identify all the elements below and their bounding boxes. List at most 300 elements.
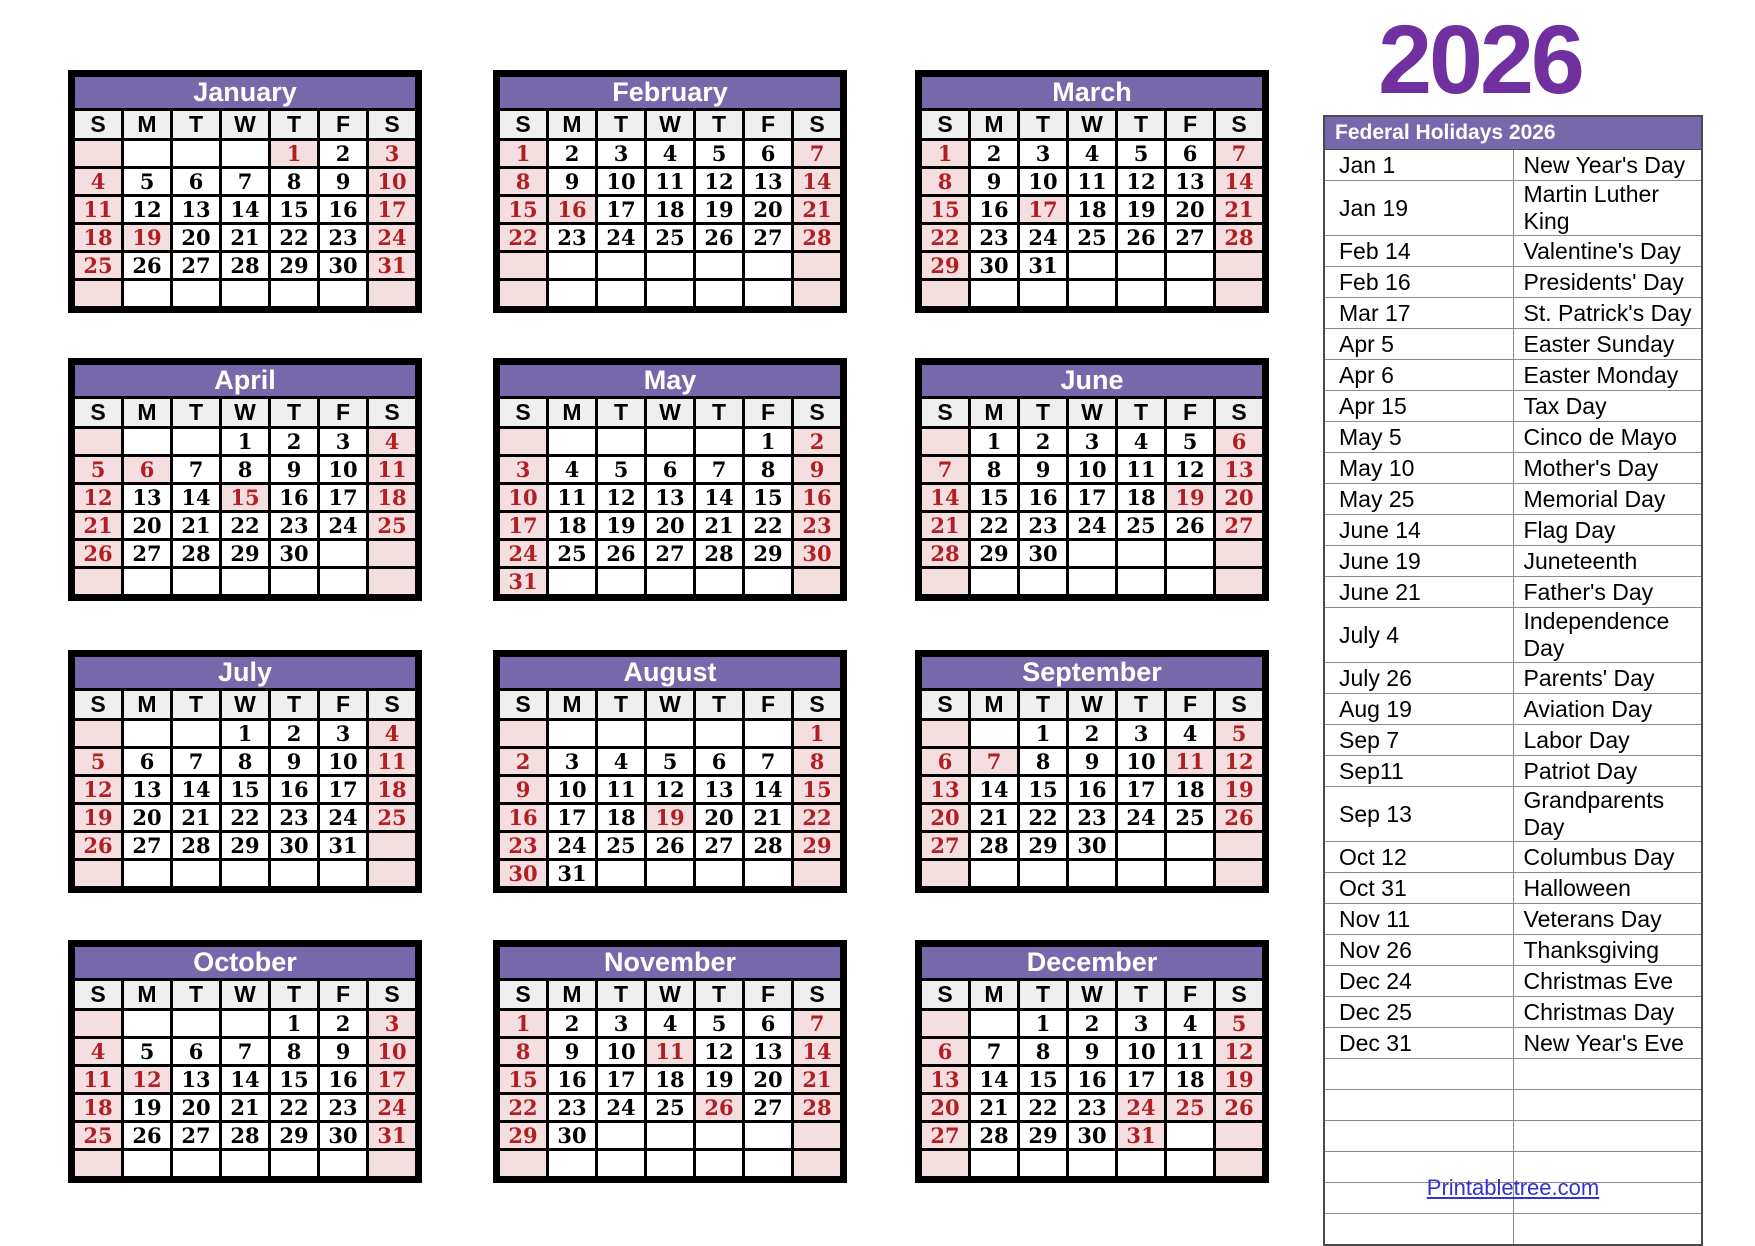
day-cell: 24: [597, 1094, 646, 1122]
day-of-week-header: S: [1215, 110, 1264, 140]
day-cell: 22: [499, 224, 548, 252]
day-cell: 13: [172, 1066, 221, 1094]
day-cell: 8: [270, 168, 319, 196]
day-of-week-header: T: [1019, 110, 1068, 140]
day-cell: 25: [597, 832, 646, 860]
day-of-week-header: T: [1019, 398, 1068, 428]
day-cell: [221, 140, 270, 168]
holiday-name: Aviation Day: [1513, 694, 1702, 725]
day-of-week-header: M: [970, 398, 1019, 428]
day-cell: 4: [1166, 1010, 1215, 1038]
day-cell: [123, 1010, 172, 1038]
day-cell: 11: [368, 456, 417, 484]
month-title: March: [921, 76, 1264, 110]
holiday-date: Aug 19: [1324, 694, 1513, 725]
day-cell: 13: [744, 168, 793, 196]
day-of-week-header: F: [319, 398, 368, 428]
day-cell: 7: [1215, 140, 1264, 168]
day-cell: 17: [1117, 776, 1166, 804]
day-cell: [921, 1010, 970, 1038]
day-cell: 2: [1068, 720, 1117, 748]
holiday-name: Independence Day: [1513, 608, 1702, 663]
day-of-week-header: T: [695, 398, 744, 428]
day-cell: 20: [695, 804, 744, 832]
day-cell: [548, 252, 597, 280]
day-cell: [548, 1150, 597, 1178]
day-cell: 1: [970, 428, 1019, 456]
footer-link[interactable]: Printabletree.com: [1426, 1175, 1600, 1200]
day-cell: [221, 1150, 270, 1178]
holidays-title: Federal Holidays 2026: [1324, 116, 1702, 150]
day-cell: 26: [695, 1094, 744, 1122]
day-cell: [1019, 568, 1068, 596]
day-cell: 25: [646, 1094, 695, 1122]
holiday-row: [1324, 842, 1702, 873]
day-cell: [319, 860, 368, 888]
day-cell: [1215, 1122, 1264, 1150]
day-cell: 1: [793, 720, 842, 748]
day-cell: 9: [1019, 456, 1068, 484]
day-cell: 1: [1019, 1010, 1068, 1038]
day-of-week-header: T: [695, 110, 744, 140]
day-cell: 26: [1117, 224, 1166, 252]
day-cell: [793, 252, 842, 280]
day-cell: 11: [646, 168, 695, 196]
day-cell: 26: [1215, 1094, 1264, 1122]
day-cell: [646, 860, 695, 888]
day-cell: [1117, 568, 1166, 596]
day-cell: 15: [793, 776, 842, 804]
day-cell: 7: [921, 456, 970, 484]
day-of-week-header: T: [1019, 980, 1068, 1010]
month-calendar-november: [493, 940, 847, 1183]
day-cell: [123, 428, 172, 456]
day-cell: [499, 720, 548, 748]
day-cell: [695, 252, 744, 280]
day-cell: 14: [695, 484, 744, 512]
day-cell: 10: [319, 748, 368, 776]
month-title: January: [74, 76, 417, 110]
day-of-week-header: T: [1117, 690, 1166, 720]
day-cell: 30: [319, 1122, 368, 1150]
day-cell: [74, 720, 123, 748]
day-cell: 6: [921, 1038, 970, 1066]
day-cell: 18: [646, 196, 695, 224]
day-cell: 21: [744, 804, 793, 832]
day-cell: 2: [270, 720, 319, 748]
day-cell: 22: [744, 512, 793, 540]
day-cell: 12: [597, 484, 646, 512]
month-table: [497, 654, 843, 889]
day-cell: 12: [1117, 168, 1166, 196]
day-cell: 15: [499, 1066, 548, 1094]
day-cell: [221, 1010, 270, 1038]
day-cell: 9: [270, 748, 319, 776]
day-cell: 2: [793, 428, 842, 456]
day-of-week-header: T: [597, 690, 646, 720]
holiday-date: Sep11: [1324, 756, 1513, 787]
day-cell: 29: [1019, 1122, 1068, 1150]
day-cell: 26: [646, 832, 695, 860]
day-cell: [970, 568, 1019, 596]
day-cell: 27: [123, 540, 172, 568]
day-of-week-header: M: [123, 980, 172, 1010]
day-cell: [1215, 252, 1264, 280]
month-title: April: [74, 364, 417, 398]
day-of-week-header: F: [1166, 690, 1215, 720]
day-cell: 13: [921, 1066, 970, 1094]
day-cell: 9: [1068, 748, 1117, 776]
day-of-week-header: F: [319, 980, 368, 1010]
day-cell: 2: [970, 140, 1019, 168]
day-cell: [921, 720, 970, 748]
day-cell: 3: [548, 748, 597, 776]
day-cell: 10: [368, 168, 417, 196]
day-cell: [646, 252, 695, 280]
day-cell: [548, 280, 597, 308]
day-cell: 29: [270, 252, 319, 280]
day-cell: [744, 1122, 793, 1150]
day-cell: [270, 280, 319, 308]
day-cell: 4: [1068, 140, 1117, 168]
holiday-name: Flag Day: [1513, 515, 1702, 546]
day-cell: 23: [548, 1094, 597, 1122]
day-cell: 7: [744, 748, 793, 776]
day-cell: 3: [597, 1010, 646, 1038]
holiday-row: [1324, 935, 1702, 966]
day-cell: 15: [221, 776, 270, 804]
holiday-row: [1324, 515, 1702, 546]
day-cell: [74, 1010, 123, 1038]
day-cell: [1019, 280, 1068, 308]
day-cell: 27: [123, 832, 172, 860]
day-cell: 6: [695, 748, 744, 776]
day-of-week-header: S: [921, 110, 970, 140]
day-cell: 7: [221, 1038, 270, 1066]
day-cell: 26: [123, 1122, 172, 1150]
month-title: November: [499, 946, 842, 980]
day-cell: 20: [123, 804, 172, 832]
month-title: May: [499, 364, 842, 398]
holiday-date: Dec 25: [1324, 997, 1513, 1028]
day-cell: [319, 1150, 368, 1178]
holiday-row: [1324, 577, 1702, 608]
day-cell: [970, 860, 1019, 888]
day-cell: 21: [793, 1066, 842, 1094]
day-cell: 3: [499, 456, 548, 484]
day-cell: 4: [548, 456, 597, 484]
holiday-name: Valentine's Day: [1513, 236, 1702, 267]
day-cell: [597, 568, 646, 596]
day-cell: 9: [548, 168, 597, 196]
day-cell: 4: [646, 140, 695, 168]
day-cell: 31: [548, 860, 597, 888]
day-cell: 31: [1019, 252, 1068, 280]
day-cell: [123, 568, 172, 596]
holiday-row: [1324, 694, 1702, 725]
month-title: June: [921, 364, 1264, 398]
day-cell: 1: [270, 1010, 319, 1038]
month-table: [72, 654, 418, 889]
day-cell: 19: [1215, 776, 1264, 804]
day-cell: [970, 280, 1019, 308]
day-cell: 17: [1117, 1066, 1166, 1094]
day-cell: 16: [1068, 1066, 1117, 1094]
day-cell: [1215, 860, 1264, 888]
day-cell: 26: [74, 832, 123, 860]
day-of-week-header: S: [368, 980, 417, 1010]
day-cell: [597, 720, 646, 748]
holiday-name: Easter Sunday: [1513, 329, 1702, 360]
day-cell: 30: [319, 252, 368, 280]
day-cell: [172, 720, 221, 748]
day-cell: 10: [368, 1038, 417, 1066]
day-of-week-header: M: [970, 110, 1019, 140]
holiday-name: Halloween: [1513, 873, 1702, 904]
day-cell: 1: [221, 720, 270, 748]
day-cell: 3: [319, 720, 368, 748]
day-cell: 18: [1068, 196, 1117, 224]
day-cell: 19: [1117, 196, 1166, 224]
day-cell: [548, 568, 597, 596]
day-cell: 4: [368, 720, 417, 748]
day-cell: 21: [172, 804, 221, 832]
day-cell: 10: [597, 1038, 646, 1066]
day-of-week-header: M: [123, 690, 172, 720]
day-cell: 24: [368, 224, 417, 252]
day-cell: [695, 1150, 744, 1178]
day-cell: 25: [74, 1122, 123, 1150]
day-cell: [695, 1122, 744, 1150]
day-cell: 5: [646, 748, 695, 776]
day-cell: 31: [1117, 1122, 1166, 1150]
day-of-week-header: T: [597, 980, 646, 1010]
day-cell: 12: [1166, 456, 1215, 484]
day-cell: [368, 280, 417, 308]
holiday-row: [1324, 873, 1702, 904]
day-cell: [695, 720, 744, 748]
day-cell: 1: [221, 428, 270, 456]
day-of-week-header: W: [1068, 110, 1117, 140]
holiday-name: Thanksgiving: [1513, 935, 1702, 966]
day-of-week-header: T: [270, 690, 319, 720]
day-cell: 22: [499, 1094, 548, 1122]
day-cell: 14: [921, 484, 970, 512]
holiday-date: Mar 17: [1324, 298, 1513, 329]
holiday-empty-row: [1324, 1121, 1702, 1152]
day-cell: 5: [1117, 140, 1166, 168]
day-cell: 12: [123, 196, 172, 224]
holiday-date: July 4: [1324, 608, 1513, 663]
day-cell: 20: [744, 196, 793, 224]
day-cell: 3: [1019, 140, 1068, 168]
month-calendar-october: [68, 940, 422, 1183]
day-of-week-header: W: [1068, 690, 1117, 720]
day-cell: 30: [1068, 832, 1117, 860]
day-cell: [744, 1150, 793, 1178]
day-cell: 25: [368, 512, 417, 540]
day-cell: 11: [1166, 748, 1215, 776]
day-cell: 18: [368, 776, 417, 804]
day-of-week-header: W: [1068, 398, 1117, 428]
day-cell: 18: [368, 484, 417, 512]
day-of-week-header: F: [319, 110, 368, 140]
day-cell: 4: [1117, 428, 1166, 456]
day-cell: 22: [221, 512, 270, 540]
day-cell: 23: [1068, 1094, 1117, 1122]
month-table: [919, 362, 1265, 597]
day-of-week-header: S: [368, 690, 417, 720]
month-calendar-december: [915, 940, 1269, 1183]
day-cell: 16: [970, 196, 1019, 224]
day-cell: 15: [270, 1066, 319, 1094]
day-cell: 28: [172, 832, 221, 860]
day-cell: 8: [1019, 1038, 1068, 1066]
holiday-name: Martin Luther King: [1513, 181, 1702, 236]
day-cell: 9: [548, 1038, 597, 1066]
day-cell: 21: [921, 512, 970, 540]
day-cell: [319, 540, 368, 568]
day-cell: 22: [270, 1094, 319, 1122]
day-cell: 7: [793, 1010, 842, 1038]
day-cell: [368, 568, 417, 596]
day-cell: 11: [74, 196, 123, 224]
day-cell: 16: [793, 484, 842, 512]
day-cell: 22: [1019, 1094, 1068, 1122]
day-cell: [597, 1150, 646, 1178]
month-table: [919, 654, 1265, 889]
day-cell: [74, 280, 123, 308]
day-cell: [921, 860, 970, 888]
day-of-week-header: T: [270, 398, 319, 428]
day-cell: [123, 720, 172, 748]
day-cell: 12: [695, 168, 744, 196]
day-cell: [499, 1150, 548, 1178]
day-cell: 9: [499, 776, 548, 804]
day-cell: 14: [793, 1038, 842, 1066]
day-cell: 15: [970, 484, 1019, 512]
day-cell: [695, 568, 744, 596]
day-of-week-header: F: [1166, 398, 1215, 428]
day-cell: 14: [172, 776, 221, 804]
day-cell: 12: [695, 1038, 744, 1066]
day-cell: [744, 252, 793, 280]
day-cell: 23: [499, 832, 548, 860]
holiday-name: Christmas Day: [1513, 997, 1702, 1028]
day-cell: [1166, 280, 1215, 308]
day-cell: 16: [548, 1066, 597, 1094]
day-cell: [921, 568, 970, 596]
day-cell: 22: [921, 224, 970, 252]
day-cell: 23: [1019, 512, 1068, 540]
day-cell: [970, 720, 1019, 748]
holiday-name: New Year's Eve: [1513, 1028, 1702, 1059]
holiday-name: Tax Day: [1513, 391, 1702, 422]
day-cell: 22: [270, 224, 319, 252]
day-cell: 24: [1068, 512, 1117, 540]
month-table: [497, 944, 843, 1179]
day-of-week-header: S: [921, 980, 970, 1010]
holiday-date: May 10: [1324, 453, 1513, 484]
day-cell: 11: [597, 776, 646, 804]
day-cell: 7: [695, 456, 744, 484]
month-calendar-june: [915, 358, 1269, 601]
federal-holidays-panel: [1323, 115, 1703, 1246]
day-cell: 7: [970, 1038, 1019, 1066]
day-cell: [1166, 568, 1215, 596]
day-cell: [1117, 832, 1166, 860]
day-cell: 2: [1068, 1010, 1117, 1038]
day-of-week-header: S: [1215, 980, 1264, 1010]
day-cell: 8: [921, 168, 970, 196]
month-calendar-may: [493, 358, 847, 601]
day-cell: 13: [1166, 168, 1215, 196]
day-cell: 28: [1215, 224, 1264, 252]
holiday-date: June 14: [1324, 515, 1513, 546]
day-of-week-header: M: [970, 980, 1019, 1010]
day-cell: 20: [921, 1094, 970, 1122]
day-cell: 23: [793, 512, 842, 540]
holiday-name: Easter Monday: [1513, 360, 1702, 391]
day-cell: 1: [270, 140, 319, 168]
day-cell: 23: [319, 224, 368, 252]
day-cell: 12: [1215, 748, 1264, 776]
day-cell: 13: [744, 1038, 793, 1066]
day-cell: 3: [368, 1010, 417, 1038]
holiday-row: [1324, 329, 1702, 360]
day-cell: 28: [172, 540, 221, 568]
holiday-date: Apr 15: [1324, 391, 1513, 422]
day-cell: [270, 1150, 319, 1178]
day-cell: [646, 568, 695, 596]
day-cell: 10: [1117, 748, 1166, 776]
day-cell: 17: [319, 776, 368, 804]
day-cell: 26: [695, 224, 744, 252]
day-cell: 19: [695, 1066, 744, 1094]
month-title: September: [921, 656, 1264, 690]
day-cell: 25: [368, 804, 417, 832]
holiday-empty-row: [1324, 1090, 1702, 1121]
day-cell: 22: [1019, 804, 1068, 832]
day-cell: 14: [744, 776, 793, 804]
day-cell: 25: [1117, 512, 1166, 540]
holiday-date: Jan 1: [1324, 150, 1513, 181]
day-cell: [172, 860, 221, 888]
day-cell: 31: [368, 1122, 417, 1150]
day-cell: 21: [793, 196, 842, 224]
day-cell: 29: [221, 540, 270, 568]
holiday-date: May 5: [1324, 422, 1513, 453]
day-cell: [368, 832, 417, 860]
day-cell: 29: [793, 832, 842, 860]
day-cell: 7: [221, 168, 270, 196]
day-of-week-header: T: [1019, 690, 1068, 720]
day-of-week-header: S: [499, 690, 548, 720]
day-cell: 19: [123, 224, 172, 252]
day-cell: 29: [499, 1122, 548, 1150]
holiday-name: Memorial Day: [1513, 484, 1702, 515]
day-cell: 11: [1068, 168, 1117, 196]
day-cell: [221, 280, 270, 308]
day-cell: 28: [221, 252, 270, 280]
holiday-row: [1324, 484, 1702, 515]
day-cell: 12: [123, 1066, 172, 1094]
day-cell: 18: [548, 512, 597, 540]
day-cell: 16: [499, 804, 548, 832]
day-of-week-header: W: [1068, 980, 1117, 1010]
day-cell: [172, 1150, 221, 1178]
day-cell: [499, 428, 548, 456]
